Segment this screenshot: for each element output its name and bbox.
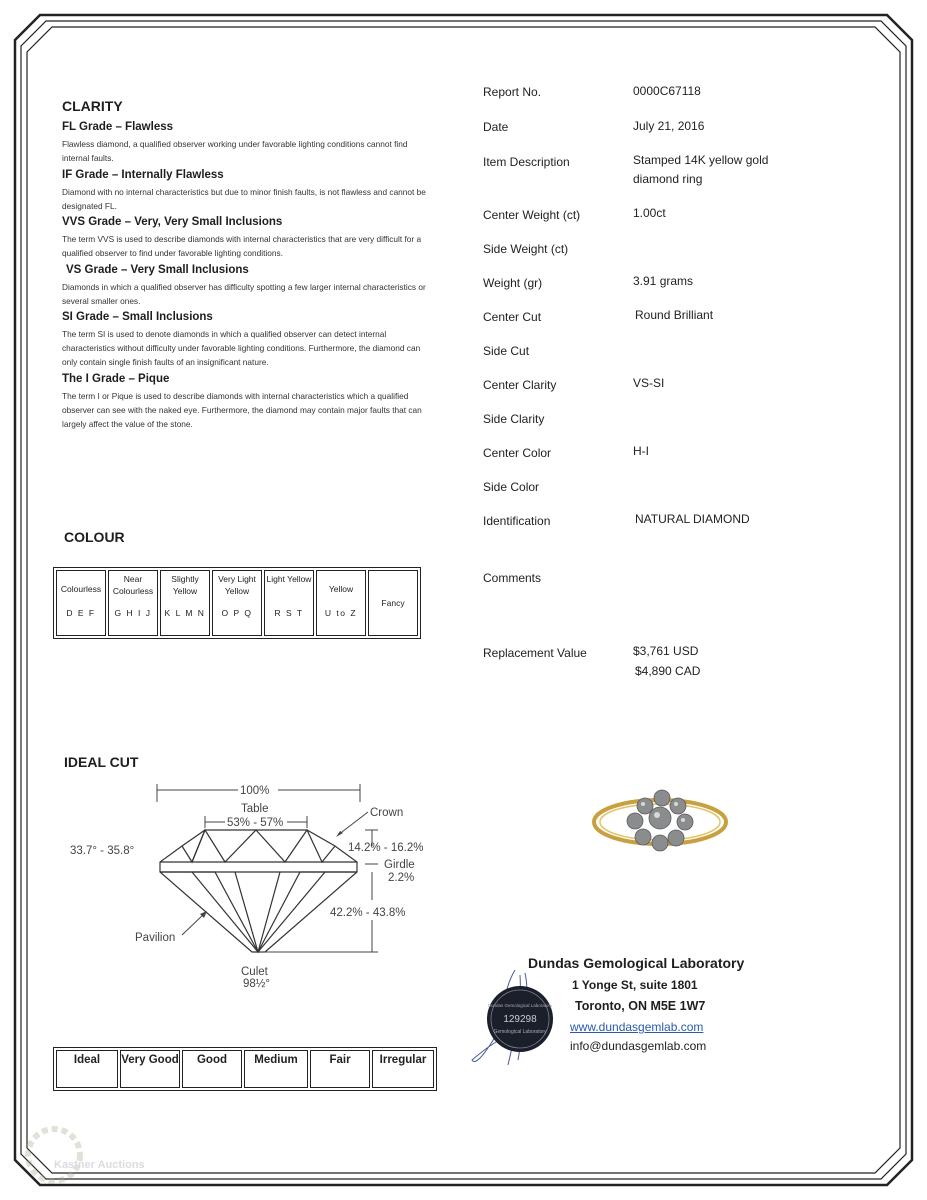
lab-address-line1: 1 Yonge St, suite 1801 (572, 978, 698, 992)
grade-i-title: The I Grade – Pique (62, 373, 170, 385)
weight-gr-value: 3.91 grams (633, 274, 694, 288)
colour-scale-table (53, 567, 421, 639)
clarity-title: CLARITY (62, 98, 123, 114)
grade-i-desc: The term I or Pique is used to describe diamonds with internal characteristics which a qualified observer can see with the naked eye. Furthermore, the diamond may contain major faults that can largely affect the value of the stone. (62, 391, 422, 429)
svg-text:Kastner Auctions: Kastner Auctions (54, 1159, 145, 1171)
svg-text:Dundas Gemological Laboratory: Dundas Gemological Laboratory (487, 1003, 553, 1008)
svg-text:129298: 129298 (503, 1014, 537, 1025)
grade-fl-title: FL Grade – Flawless (62, 121, 174, 133)
item-description-value: Stamped 14K yellow gold diamond ring (633, 153, 769, 186)
identification-label: Identification (483, 514, 551, 528)
label-culet: Culet (241, 966, 268, 978)
center-color-label: Center Color (483, 446, 552, 460)
label-crown-angle: 33.7° - 35.8° (70, 845, 135, 857)
grade-if-title: IF Grade – Internally Flawless (62, 169, 224, 181)
center-clarity-label: Center Clarity (483, 378, 557, 392)
label-table: Table (241, 803, 269, 815)
label-crown: Crown (370, 807, 404, 819)
lab-seal (486, 985, 554, 1053)
center-weight-label: Center Weight (ct) (483, 208, 581, 222)
cut-grade-irregular: Irregular (372, 1050, 434, 1088)
lab-name: Dundas Gemological Laboratory (528, 955, 745, 971)
cut-grade-good: Good (182, 1050, 242, 1088)
cut-grade-table (53, 1047, 437, 1091)
ring-photo (590, 780, 730, 860)
colour-cell-yellow: Yellow U to Z (316, 570, 366, 636)
side-clarity-label: Side Clarity (483, 412, 545, 426)
date-value: July 21, 2016 (633, 119, 705, 133)
side-weight-label: Side Weight (ct) (483, 242, 569, 256)
date-label: Date (483, 120, 509, 134)
report-no-value: 0000C67118 (633, 84, 701, 98)
center-color-value: H-I (633, 444, 649, 458)
ideal-cut-title: IDEAL CUT (64, 754, 139, 770)
item-description-label: Item Description (483, 155, 570, 169)
cut-grade-fair: Fair (310, 1050, 370, 1088)
replacement-cad-value: $4,890 CAD (635, 664, 701, 678)
center-clarity-value: VS-SI (633, 376, 665, 390)
identification-value: NATURAL DIAMOND (635, 512, 750, 526)
colour-cell-fancy: Fancy (368, 570, 418, 636)
lab-website-link[interactable]: www.dundasgemlab.com (570, 1020, 704, 1034)
report-no-label: Report No. (483, 85, 542, 99)
grade-fl-desc: Flawless diamond, a qualified observer working under favorable lighting conditions cannot find internal faults. (62, 139, 408, 163)
grade-vvs-desc: The term VVS is used to describe diamonds with internal characteristics that are very difficult for a qualified observer to find under favorable lighting conditions. (62, 234, 422, 258)
colour-cell-very-light-yellow: Very Light Yellow O P Q (212, 570, 262, 636)
lab-address-line2: Toronto, ON M5E 1W7 (575, 999, 706, 1013)
cut-grade-ideal: Ideal (56, 1050, 118, 1088)
diamond-proportions-diagram (60, 780, 460, 990)
grade-si-desc: The term SI is used to denote diamonds in which a qualified observer can detect internal characteristics without difficulty under favorable lighting conditions. Furthermore, the diamond can only contain single finish faults of an insignificant nature. (62, 329, 421, 367)
label-width: 100% (240, 785, 270, 797)
comments-label: Comments (483, 571, 542, 585)
replacement-value-label: Replacement Value (483, 646, 587, 660)
colour-cell-slightly-yellow: Slightly Yellow K L M N (160, 570, 210, 636)
label-table-range: 53% - 57% (227, 817, 284, 829)
colour-title: COLOUR (64, 529, 125, 545)
label-crown-height: 14.2% - 16.2% (348, 842, 424, 854)
replacement-usd-value: $3,761 USD (633, 644, 699, 658)
label-girdle-pct: 2.2% (388, 872, 415, 884)
watermark-logo (14, 1120, 145, 1190)
grade-if-desc: Diamond with no internal characteristics but due to minor finish faults, is not flawless and cannot be designated FL. (62, 187, 426, 211)
colour-cell-near-colourless: Near Colourless G H I J (108, 570, 158, 636)
colour-cell-light-yellow: Light Yellow R S T (264, 570, 314, 636)
colour-cell-colourless: Colourless D E F (56, 570, 106, 636)
grade-si-title: SI Grade – Small Inclusions (62, 311, 213, 323)
side-cut-label: Side Cut (483, 344, 530, 358)
center-cut-label: Center Cut (483, 310, 542, 324)
grade-vvs-title: VVS Grade – Very, Very Small Inclusions (62, 216, 283, 228)
svg-text:Gemological Laboratory: Gemological Laboratory (493, 1029, 547, 1035)
label-pavilion: Pavilion (135, 932, 176, 944)
label-pavilion-depth: 42.2% - 43.8% (330, 907, 406, 919)
weight-gr-label: Weight (gr) (483, 276, 543, 290)
cut-grade-medium: Medium (244, 1050, 308, 1088)
label-culet-pct: 98½° (243, 978, 270, 990)
grade-vs-title: VS Grade – Very Small Inclusions (66, 264, 249, 276)
grade-vs-desc: Diamonds in which a qualified observer has difficulty spotting a few larger internal characteristics or several smaller ones. (62, 282, 426, 306)
center-weight-value: 1.00ct (633, 206, 666, 220)
cut-grade-very-good: Very Good (120, 1050, 180, 1088)
lab-email: info@dundasgemlab.com (570, 1039, 707, 1053)
side-color-label: Side Color (483, 480, 540, 494)
label-girdle: Girdle (384, 859, 415, 871)
center-cut-value: Round Brilliant (635, 308, 714, 322)
